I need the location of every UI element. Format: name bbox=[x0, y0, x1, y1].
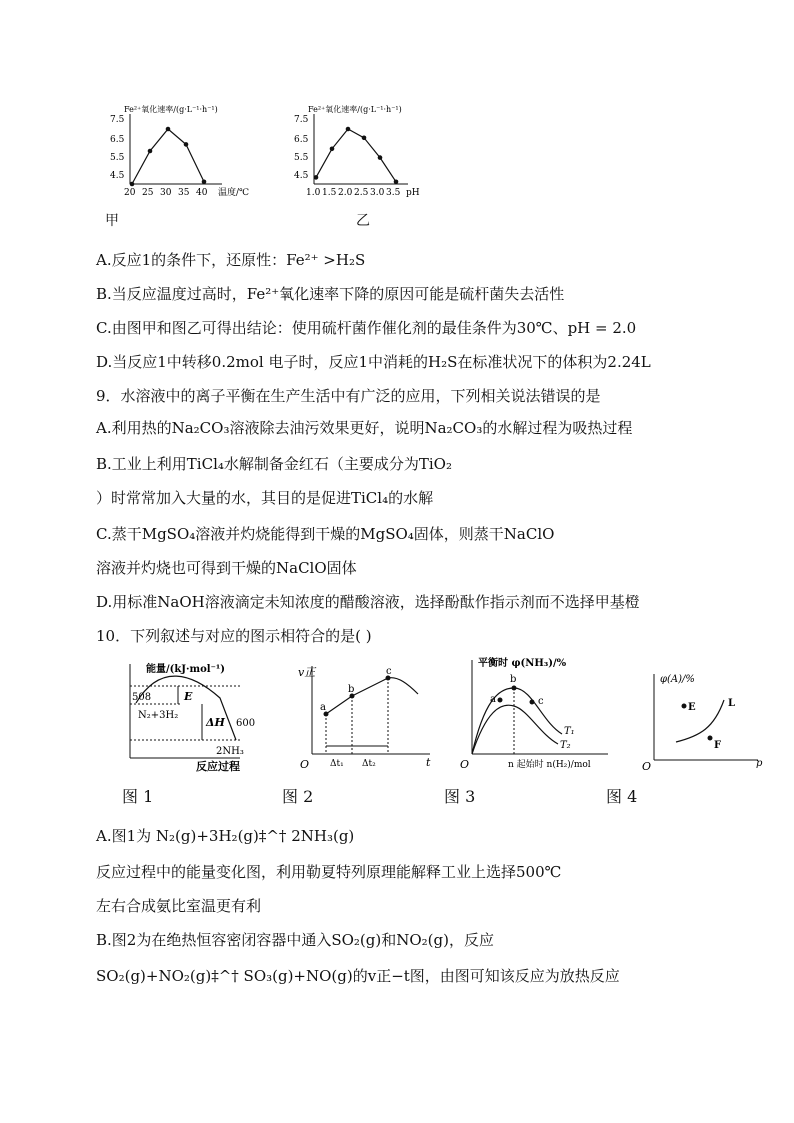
fig1-dh: ΔH bbox=[206, 716, 225, 729]
x-tick: 35 bbox=[178, 188, 190, 198]
fig1-products: 2NH₃ bbox=[216, 746, 244, 757]
jia-point-0 bbox=[130, 182, 135, 187]
caption-yi: 乙 bbox=[356, 213, 370, 229]
jia-point-2 bbox=[166, 127, 171, 132]
x-tick: 1.5 bbox=[322, 188, 337, 198]
fig1-600: 600 bbox=[236, 718, 256, 729]
jia-point-1 bbox=[148, 149, 153, 154]
jia-series-line bbox=[132, 129, 204, 184]
chart-yi-marks bbox=[314, 127, 399, 184]
x-tick: 20 bbox=[124, 188, 136, 198]
q9-option-d: D.用标准NaOH溶液滴定未知浓度的醋酸溶液，选择酚酞作指示剂而不选择甲基橙 bbox=[96, 593, 640, 611]
fig4-ylabel: φ(A)/% bbox=[660, 674, 695, 685]
fig3-point-c: c bbox=[538, 696, 544, 707]
x-tick: 25 bbox=[142, 188, 154, 198]
figure-3 bbox=[458, 652, 618, 774]
x-tick: 3.5 bbox=[386, 188, 401, 198]
chart-yi-ylabel: Fe²⁺氧化速率/(g·L⁻¹·h⁻¹) bbox=[308, 105, 402, 114]
q10-option-b-line1: B.图2为在绝热恒容密闭容器中通入SO₂(g)和NO₂(g)，反应 bbox=[96, 931, 494, 949]
q8-option-a: A.反应1的条件下，还原性：Fe²⁺ >H₂S bbox=[96, 251, 366, 269]
chart-jia-marks bbox=[130, 127, 207, 187]
chart-jia bbox=[104, 100, 284, 200]
fig4-xlabel: p bbox=[756, 758, 763, 769]
chart-yi-xlabel: pH bbox=[406, 188, 420, 198]
fig1-508: 508 bbox=[132, 692, 152, 703]
q8-option-c: C.由图甲和图乙可得出结论：使用硫杆菌作催化剂的最佳条件为30℃、pH = 2.0 bbox=[96, 319, 637, 337]
fig2-dt2: Δt₂ bbox=[362, 759, 376, 769]
fig2-ylabel: v正 bbox=[298, 666, 316, 679]
y-tick: 4.5 bbox=[110, 171, 125, 181]
fig2-point-b: b bbox=[348, 684, 355, 695]
q10-option-a-line3: 左右合成氨比室温更有利 bbox=[96, 897, 262, 915]
x-tick: 40 bbox=[196, 188, 208, 198]
y-tick: 5.5 bbox=[294, 153, 309, 163]
y-tick: 6.5 bbox=[294, 135, 309, 145]
figure-1 bbox=[112, 658, 272, 774]
yi-point-5 bbox=[394, 180, 399, 185]
x-tick: 3.0 bbox=[370, 188, 385, 198]
fig2-dt1: Δt₁ bbox=[330, 759, 344, 769]
fig1-ylabel: 能量/(kJ·mol⁻¹) bbox=[146, 664, 225, 675]
x-tick: 1.0 bbox=[306, 188, 321, 198]
chart-jia-ylabel: Fe²⁺氧化速率/(g·L⁻¹·h⁻¹) bbox=[124, 105, 218, 114]
q10-option-a-line1: A.图1为 N₂(g)+3H₂(g)‡^† 2NH₃(g) bbox=[96, 827, 355, 845]
fig4-point-e: E bbox=[688, 702, 696, 713]
fig3-point-b: b bbox=[510, 674, 517, 685]
fig4-origin: O bbox=[642, 760, 652, 773]
q9-option-a: A.利用热的Na₂CO₃溶液除去油污效果更好，说明Na₂CO₃的水解过程为吸热过程 bbox=[96, 419, 633, 437]
fig1-caption: 图 1 bbox=[122, 787, 154, 806]
fig2-point-a: a bbox=[320, 702, 326, 713]
yi-point-3 bbox=[362, 136, 367, 141]
q8-option-b: B.当反应温度过高时，Fe²⁺氧化速率下降的原因可能是硫杆菌失去活性 bbox=[96, 285, 565, 303]
jia-point-3 bbox=[184, 142, 189, 147]
q9-option-b-line1: B.工业上利用TiCl₄水解制备金红石（主要成分为TiO₂ bbox=[96, 455, 452, 473]
fig3-ylabel: 平衡时 φ(NH₃)/% bbox=[478, 658, 567, 669]
fig3-t1: T₁ bbox=[564, 726, 575, 737]
figure-2 bbox=[290, 658, 440, 774]
chart-yi bbox=[288, 100, 468, 200]
fig2-point-c: c bbox=[386, 666, 392, 677]
q10-option-a-line2: 反应过程中的能量变化图，利用勒夏特列原理能解释工业上选择500℃ bbox=[96, 863, 562, 881]
figure-4 bbox=[640, 660, 768, 774]
fig2-xlabel: t bbox=[426, 756, 431, 769]
q8-option-d: D.当反应1中转移0.2mol 电子时，反应1中消耗的H₂S在标准状况下的体积为2.24L bbox=[96, 353, 651, 371]
fig1-xlabel: 反应过程 bbox=[196, 760, 240, 773]
y-tick: 7.5 bbox=[110, 115, 125, 125]
q9-stem: 9．水溶液中的离子平衡在生产生活中有广泛的应用，下列相关说法错误的是 bbox=[96, 387, 601, 405]
yi-point-4 bbox=[378, 155, 383, 160]
fig3-t2: T₂ bbox=[560, 740, 571, 751]
x-tick: 2.0 bbox=[338, 188, 353, 198]
x-tick: 2.5 bbox=[354, 188, 369, 198]
y-tick: 7.5 bbox=[294, 115, 309, 125]
fig4-caption: 图 4 bbox=[606, 787, 638, 806]
chart-jia-xlabel: 温度/℃ bbox=[218, 188, 250, 198]
fig1-e: E bbox=[184, 690, 193, 703]
fig2-caption: 图 2 bbox=[282, 787, 314, 806]
q9-option-c-line2: 溶液并灼烧也可得到干燥的NaClO固体 bbox=[96, 559, 357, 577]
q10-option-b-line2: SO₂(g)+NO₂(g)‡^† SO₃(g)+NO(g)的v正−t图，由图可知该反应为放热反应 bbox=[96, 967, 620, 985]
yi-point-0 bbox=[314, 175, 319, 180]
q9-option-b-line2: ）时常常加入大量的水，其目的是促进TiCl₄的水解 bbox=[96, 489, 434, 507]
fig3-point-a: a bbox=[490, 694, 496, 705]
fig2-origin: O bbox=[300, 758, 310, 771]
fig4-point-f: F bbox=[714, 740, 722, 751]
caption-jia: 甲 bbox=[105, 213, 119, 229]
fig3-caption: 图 3 bbox=[444, 787, 476, 806]
fig4-curve-l: L bbox=[728, 698, 736, 709]
q10-stem: 10．下列叙述与对应的图示相符合的是( ) bbox=[96, 627, 372, 645]
y-tick: 5.5 bbox=[110, 153, 125, 163]
yi-series-line bbox=[316, 129, 396, 182]
y-tick: 6.5 bbox=[110, 135, 125, 145]
yi-point-2 bbox=[346, 127, 351, 132]
x-tick: 30 bbox=[160, 188, 172, 198]
yi-point-1 bbox=[330, 147, 335, 152]
jia-point-4 bbox=[202, 180, 207, 185]
fig1-reactants: N₂+3H₂ bbox=[138, 710, 179, 721]
fig3-xlabel: n 起始时 n(H₂)/mol bbox=[508, 760, 591, 770]
fig3-origin: O bbox=[460, 758, 470, 771]
y-tick: 4.5 bbox=[294, 171, 309, 181]
q9-option-c-line1: C.蒸干MgSO₄溶液并灼烧能得到干燥的MgSO₄固体，则蒸干NaClO bbox=[96, 525, 555, 543]
